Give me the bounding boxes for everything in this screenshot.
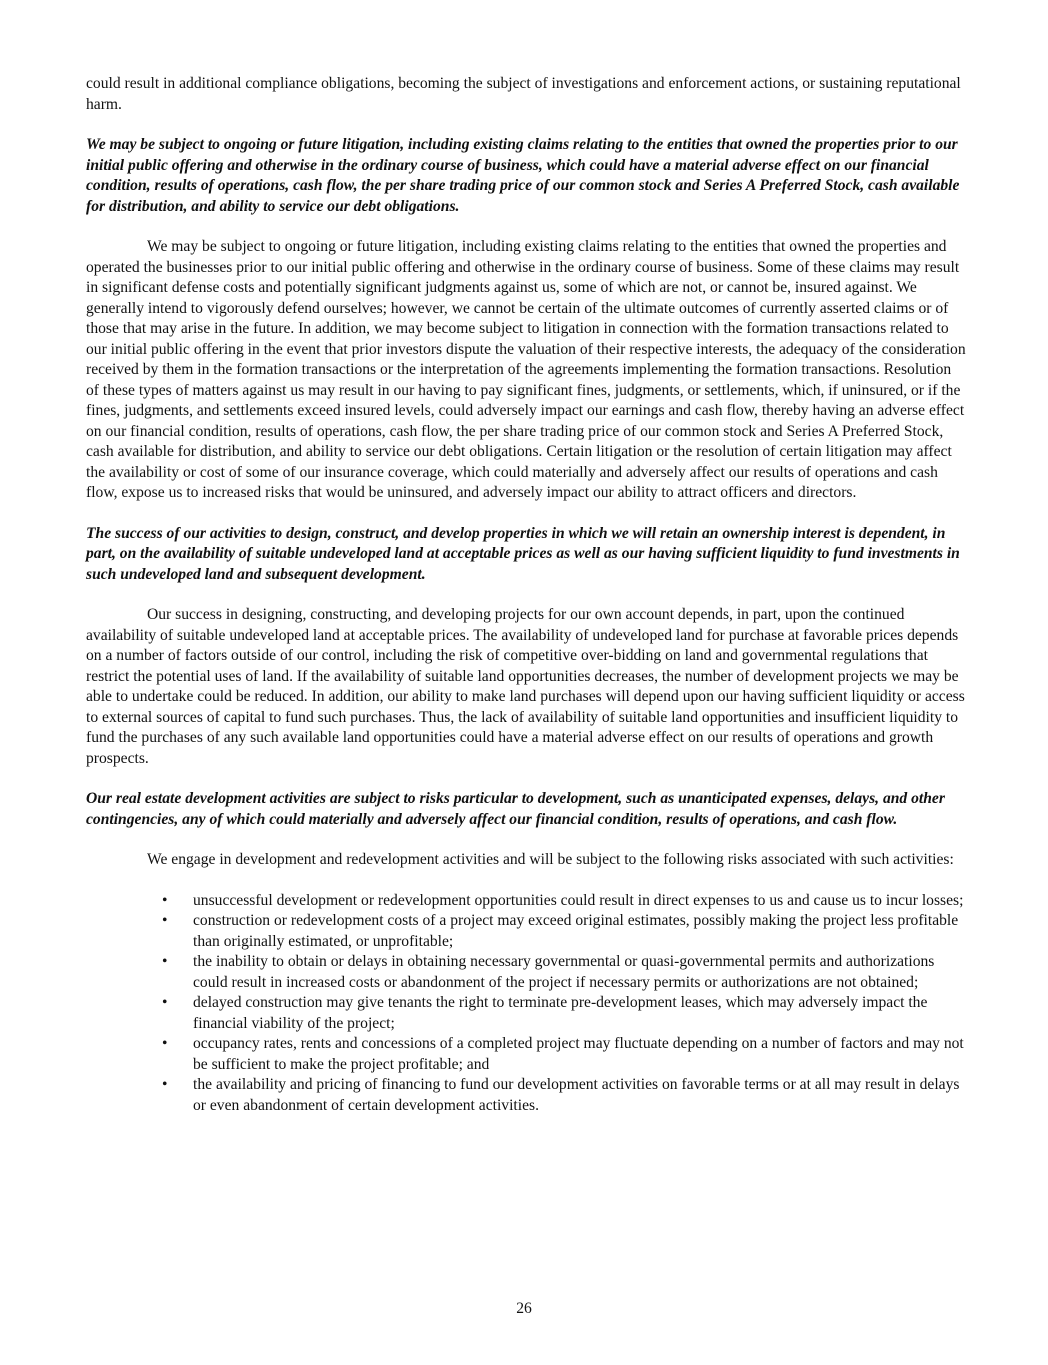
list-item-text: construction or redevelopment costs of a project may exceed original estimates, possibly making the project less profitable than originally estimated, or unprofitable;: [193, 912, 959, 950]
bullet-icon: •: [162, 891, 168, 909]
list-item: [162, 911, 966, 952]
page-number: 26: [516, 1300, 532, 1317]
list-item: [162, 891, 966, 912]
list-item: [162, 952, 966, 993]
list-item-text: the availability and pricing of financing to fund our development activities on favorable terms or at all may result in delays or even abandonment of certain development activities.: [193, 1076, 960, 1114]
list-item: [162, 1075, 966, 1116]
section-heading-land-availability: The success of our activities to design, construct, and develop properties in which we will retain an ownership interest is dependent, in part, on the availability of suitable undeveloped land at acceptable prices as well as our having sufficient liquidity to fund investments in such undeveloped land and subsequent development.: [86, 524, 960, 583]
bullet-icon: •: [162, 1035, 168, 1052]
bullet-icon: •: [162, 953, 168, 970]
list-item: [162, 1034, 966, 1075]
list-item-text: occupancy rates, rents and concessions of a completed project may fluctuate depending on a number of factors and may not be sufficient to make the project profitable; and: [193, 1035, 964, 1073]
section-body-litigation: We may be subject to ongoing or future litigation, including existing claims relating to the entities that owned the properties and operated the businesses prior to our initial public offering and otherwise in the ordinary course of business. Some of these claims may result in significant defense costs and potentially significant judgments against us, some of which are not, or cannot be, insured against. We generally intend to vigorously defend ourselves; however, we cannot be certain of the ultimate outcomes of currently asserted claims or of those that may arise in the future. In addition, we may become subject to litigation in connection with the formation transactions related to our initial public offering in the event that prior investors dispute the valuation of their respective interests, the adequacy of the consideration received by them in the formation transactions or the interpretation of the agreements implementing the formation transactions. Resolution of these types of matters against us may result in our having to pay significant fines, judgments, or settlements, which, if uninsured, or if the fines, judgments, and settlements exceed insured levels, could adversely impact our earnings and cash flow, thereby having an adverse effect on our financial condition, results of operations, cash flow, the per share trading price of our common stock and Series A Preferred Stock, cash available for distribution, and ability to service our debt obligations. Certain litigation or the resolution of certain litigation may affect the availability or cost of some of our insurance coverage, which could materially and adversely affect our results of operations and cash flow, expose us to increased risks that would be uninsured, and adversely impact our ability to attract officers and directors.: [86, 238, 966, 501]
bullet-icon: •: [162, 912, 168, 929]
list-item: [162, 993, 966, 1034]
list-item-text: delayed construction may give tenants the right to terminate pre-development leases, which may adversely impact the financial viability of the project;: [193, 994, 928, 1032]
list-item-text: unsuccessful development or redevelopment opportunities could result in direct expenses to us and cause us to incur losses;: [193, 891, 964, 909]
section-body-development-risks: We engage in development and redevelopment activities and will be subject to the following risks associated with such activities:: [147, 851, 954, 868]
document-page: [86, 74, 966, 1116]
risk-bullet-list: [162, 891, 966, 1117]
list-item-text: the inability to obtain or delays in obtaining necessary governmental or quasi-governmental permits and authorizations could result in increased costs or abandonment of the project if necessary permits or authorizations are not obtained;: [193, 953, 935, 991]
section-heading-litigation: We may be subject to ongoing or future litigation, including existing claims relating to the entities that owned the properties prior to our initial public offering and otherwise in the ordinary course of business, which could have a material adverse effect on our financial condition, results of operations, cash flow, the per share trading price of our common stock and Series A Preferred Stock, cash available for distribution, and ability to service our debt obligations.: [86, 136, 960, 215]
bullet-icon: •: [162, 1076, 168, 1093]
bullet-icon: •: [162, 994, 168, 1011]
section-heading-development-risks: Our real estate development activities are subject to risks particular to development, such as unanticipated expenses, delays, and other contingencies, any of which could materially and adversely affect our financial condition, results of operations, and cash flow.: [86, 790, 945, 828]
section-body-land-availability: Our success in designing, constructing, and developing projects for our own account depends, in part, upon the continued availability of suitable undeveloped land at acceptable prices. The availability of undeveloped land for purchase at favorable prices depends on a number of factors outside of our control, including the risk of competitive over-bidding on land and governmental regulations that restrict the potential uses of land. If the availability of suitable land opportunities decreases, the number of development projects we may be able to undertake could be reduced. In addition, our ability to make land purchases will depend upon our having sufficient liquidity or access to external sources of capital to fund such purchases. Thus, the lack of availability of suitable land opportunities and insufficient liquidity to fund the purchases of any such available land opportunities could have a material adverse effect on our results of operations and growth prospects.: [86, 606, 965, 767]
intro-paragraph: could result in additional compliance obligations, becoming the subject of investigations and enforcement actions, or sustaining reputational harm.: [86, 75, 961, 113]
